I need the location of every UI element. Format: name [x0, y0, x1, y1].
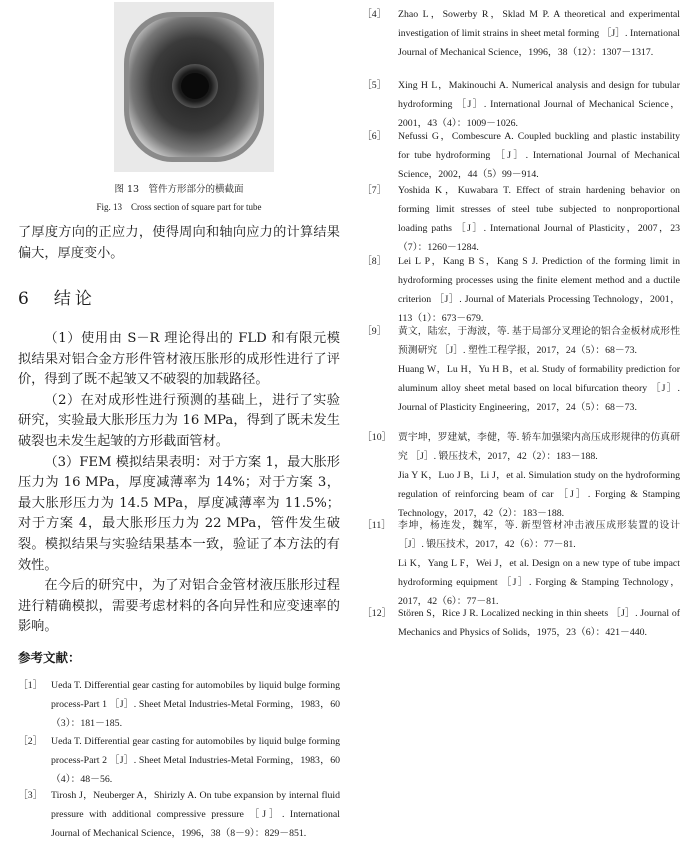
paragraph-text: 了厚度方向的正应力，使得周向和轴向应力的计算结果偏大，厚度变小。 [18, 225, 340, 261]
reference-text: Lei L P，Kang B S，Kang S J. Prediction of the forming limit in hydroforming processes using the finite element method and a ductile criterion ［J］. Journal of Materials Processing Technology，2001，113（1）：673－679. [398, 256, 680, 324]
figure-caption-cn: 图 13 管件方形部分的横截面 [114, 184, 244, 195]
conclusion-2: （2）在对成形性进行预测的基础上，进行了实验研究，实验最大胀形压力为 16 MPa，得到了既未发生破裂也未发生起皱的方形截面管材。 [18, 392, 340, 449]
figure-13-photo [114, 2, 274, 172]
reference-item [362, 604, 680, 642]
reference-item [362, 516, 680, 611]
reference-text-cn: 李坤，杨连发，魏军，等. 新型管材冲击液压成形装置的设计 ［J］. 锻压技术，2017，42（6）：77－81. [398, 520, 680, 550]
left-column [18, 0, 340, 860]
section-title: 结论 [53, 289, 96, 309]
reference-number: ［3］ [18, 790, 43, 801]
continued-paragraph [18, 223, 340, 264]
reference-item [18, 732, 340, 789]
reference-text: Yoshida K，Kuwabara T. Effect of strain hardening behavior on forming limit stresses of steel tube subjected to nonproportional loading paths ［J］. International Journal of Plasticity，2007，23（7）：1260－1284. [398, 185, 680, 253]
reference-text: Nefussi G，Combescure A. Coupled buckling and plastic instability for tube hydroforming ［J］. International Journal of Mechanical Science，2002，44（5）99－914. [398, 131, 680, 180]
reference-number: ［8］ [362, 256, 387, 267]
reference-item [18, 676, 340, 733]
future-work: 在今后的研究中，为了对铝合金管材液压胀形过程进行精确模拟，需要考虑材料的各向异性和应变速率的影响。 [18, 578, 340, 635]
reference-text: Ueda T. Differential gear casting for automobiles by liquid bulge forming process-Part 1 ［J］. Sheet Metal Industries-Metal Forming，1983，60（3）：181－185. [51, 680, 340, 729]
reference-item [362, 428, 680, 523]
reference-text: Stören S，Rice J R. Localized necking in thin sheets ［J］. Journal of Mechanics and Physics of Solids，1975，23（6）：421－440. [398, 608, 680, 638]
reference-item [362, 181, 680, 257]
reference-number: ［11］ [362, 520, 392, 531]
reference-number: ［10］ [362, 432, 392, 443]
reference-number: ［9］ [362, 326, 387, 337]
reference-text-cn: 贾宇坤，罗建斌，李健，等. 轿车加强梁内高压成形规律的仿真研究 ［J］. 锻压技术，2017，42（2）：183－188. [398, 432, 680, 462]
section-number: 6 [18, 289, 33, 309]
reference-text: Ueda T. Differential gear casting for automobiles by liquid bulge forming process-Part 2 ［J］. Sheet Metal Industries-Metal Forming，1983，60（4）：48－56. [51, 736, 340, 785]
reference-text-en: Huang W，Lu H，Yu H B，et al. Study of formability prediction for aluminum alloy sheet metal based on local bifurcation theory ［J］. Journal of Plasticity Engineering，2017，24（5）：68－73. [398, 364, 680, 413]
reference-text: Zhao L，Sowerby R，Sklad M P. A theoretical and experimental investigation of limit strains in sheet metal forming ［J］. International Journal of Mechanical Science，1996，38（12）：1307－1317. [398, 9, 680, 58]
reference-number: ［7］ [362, 185, 387, 196]
reference-number: ［2］ [18, 736, 43, 747]
reference-number: ［5］ [362, 80, 387, 91]
reference-item [362, 76, 680, 133]
reference-number: ［6］ [362, 131, 387, 142]
reference-number: ［12］ [362, 608, 392, 619]
reference-text-cn: 黄文，陆宏，于海波，等. 基于局部分叉理论的铝合金板材成形性预测研究 ［J］. 塑性工程学报，2017，24（5）：68－73. [398, 326, 680, 356]
reference-text-en: Jia Y K，Luo J B，Li J，et al. Simulation study on the hydroforming regulation of reinforcing beam of car ［J］. Forging & Stamping Technology，2017，42（2）：183－188. [398, 470, 680, 519]
section-heading [18, 284, 96, 309]
reference-number: ［4］ [362, 9, 387, 20]
right-column [362, 0, 680, 860]
reference-item [362, 252, 680, 328]
reference-item [362, 5, 680, 62]
conclusion-1: （1）使用由 S－R 理论得出的 FLD 和有限元模拟结果对铝合金方形件管材液压胀形的成形性进行了评价，得到了既不起皱又不破裂的加载路径。 [18, 331, 340, 388]
reference-item [18, 786, 340, 843]
conclusions-body [18, 329, 340, 638]
reference-text-en: Li K，Yang L F，Wei J，et al. Design on a new type of tube impact hydroforming equipment ［J］. Forging & Stamping Technology，2017，42（6）：77－81. [398, 558, 680, 607]
reference-text: Tirosh J，Neuberger A，Shirizly A. On tube expansion by internal fluid pressure with additional compressive pressure ［J］. International Journal of Mechanical Science，1996，38（8－9）：829－851. [51, 790, 340, 839]
reference-number: ［1］ [18, 680, 43, 691]
reference-item [362, 322, 680, 417]
figure-caption-en: Fig. 13 Cross section of square part for tube [96, 202, 262, 212]
reference-item [362, 127, 680, 184]
conclusion-3: （3）FEM 模拟结果表明：对于方案 1，最大胀形压力为 16 MPa，厚度减薄率为 14%；对于方案 3，最大胀形压力为 14.5 MPa，厚度减薄率为 11.5%；对于方案 4，最大胀形压力为 22 MPa，管件发生破裂。模拟结果与实验结果基本一致，验证了本方法的有效性。 [18, 454, 340, 573]
references-heading: 参考文献： [18, 650, 81, 665]
reference-text: Xing H L，Makinouchi A. Numerical analysis and design for tubular hydroforming ［J］. International Journal of Mechanical Science，2001，43（4）：1009－1026. [398, 80, 680, 129]
